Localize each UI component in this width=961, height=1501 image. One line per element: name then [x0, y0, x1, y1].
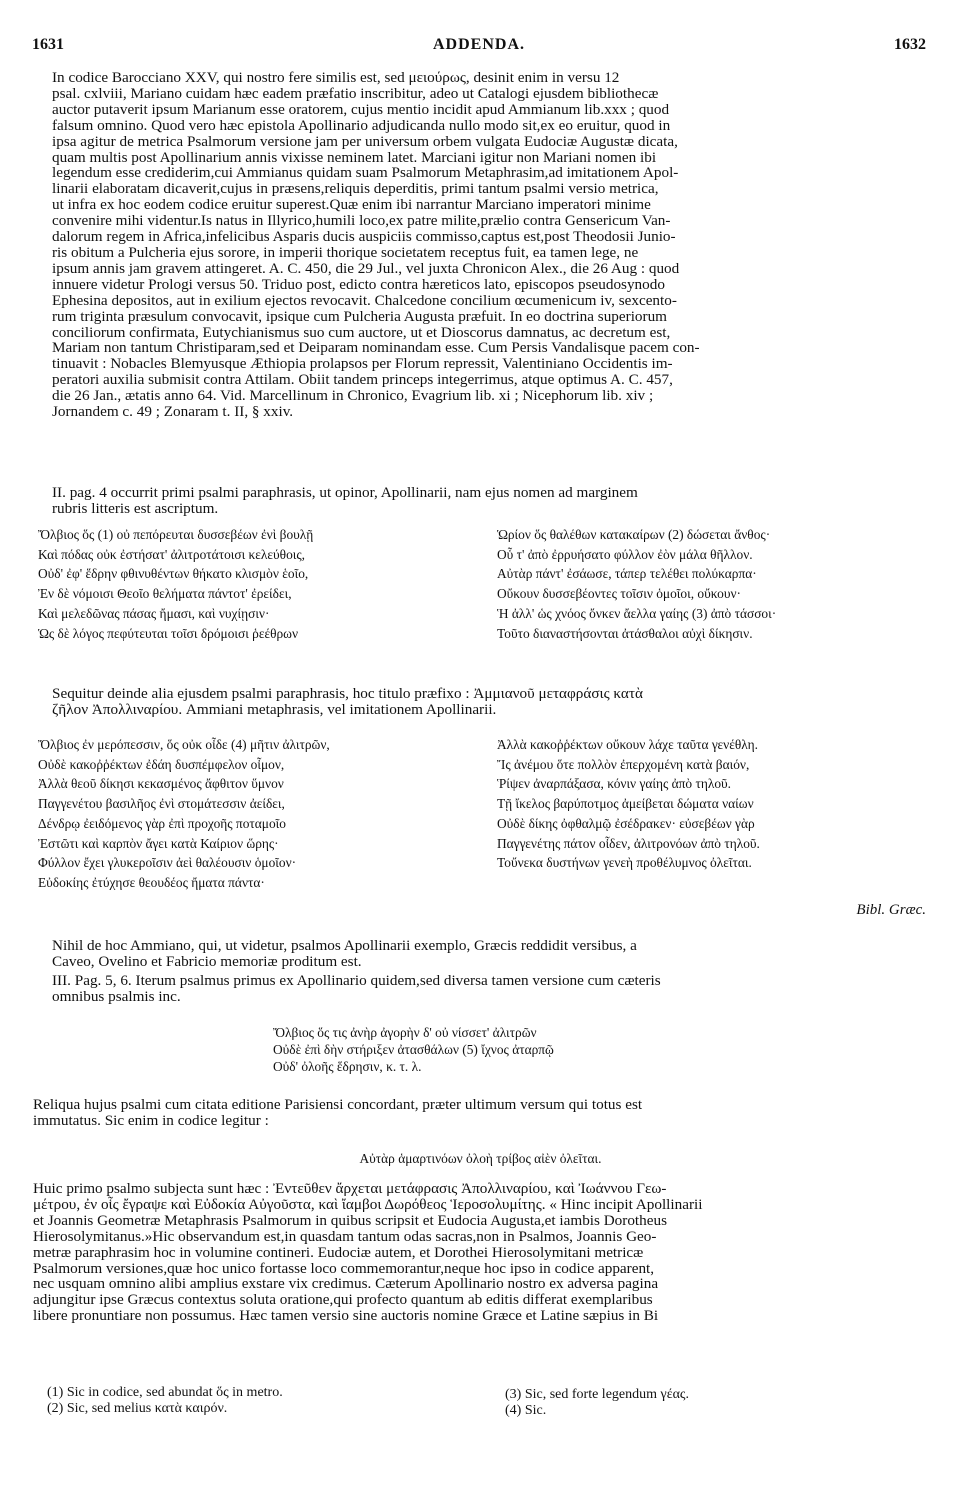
text-line: (1) Sic in codice, sed abundat ὅς in metro.	[47, 1385, 283, 1400]
text-line: Ἴς ἀνέμου ὅτε πολλὸν ἐπερχομένη κατὰ βαιόν,	[497, 756, 750, 772]
text-line: (4) Sic.	[505, 1403, 547, 1418]
text-line: Οὔκουν δυσσεβέοντες τοῖσιν ὁμοῖοι, οὔκουν·	[497, 586, 742, 602]
text-line: convenire mihi videntur.Is natus in Illyrico,humili loco,ex patre milite,prælio contra Gensericum Van-	[52, 212, 671, 230]
text-line: Δένδρῳ ἐειδόμενος γὰρ ἐπὶ προχοῆς ποταμοῖο	[38, 815, 286, 831]
text-line: Ὡς δὲ λόγος πεφύτευται τοῖσι δρόμοισι ῥεέθρων	[38, 625, 299, 641]
paragraph-6	[33, 1097, 926, 1129]
text-line: Ephesina depositos, aut in exilium ejectos revocavit. Chalcedone concilium œcumenicum iv, sexcento-	[52, 291, 677, 309]
text-line: Οὐδὲ κακοῤῥέκτων ἐδάη δυσπέμφελον οἶμον,	[38, 756, 285, 772]
text-line: rum triginta præsulum convocavit, ipsique cum Pulcheria Augusta præfuit. In eo doctrina superiorum	[52, 307, 667, 325]
text-line: linarii elaboratam dicaverit,cujus in præsens,reliquis deperditis, primi tantum psalmi versio metrica,	[52, 180, 659, 198]
paragraph-4	[52, 938, 926, 970]
text-line: legendum esse crediderim,cui Ammianus quidam suam Psalmorum Metaphrasim,ad imitationem Apol-	[52, 164, 679, 182]
text-line: Ἐστῶτι καὶ καρπὸν ἄγει κατὰ Καίριον ὥρης·	[38, 835, 279, 851]
text-line: Παγγενέτου βασιλῆος ἐνὶ στομάτεσσιν ἀείδει,	[38, 796, 285, 812]
text-line: Οὐδ' ὀλοῆς ἕδρησιν, κ. τ. λ.	[273, 1059, 422, 1074]
text-line: Οὐδὲ ἐπὶ δὴν στήριξεν ἀτασθάλων (5) ἴχνος ἀταρπῷ	[273, 1042, 554, 1057]
text-line: peratori auxilia submisit contra Attilam. Obiit tandem princeps integerrimus, atque optimus A. C. 457,	[52, 371, 673, 389]
text-line: et Joannis Geometræ Metaphrasis Psalmorum in quibus scripsit et Eudocia Augusta,et iambis Dorotheus	[33, 1211, 667, 1229]
text-line: Ὄλβιος ἐν μερόπεσσιν, ὅς οὐκ οἶδε (4) μῆτιν ἀλιτρῶν,	[38, 737, 330, 752]
text-line: Οὗ τ' ἀπὸ ἐρρυήσατο φύλλον ἐὸν μάλα θῆλλον.	[497, 546, 753, 562]
text-line: innuere videtur Prologi versus 50. Triduo post, edicto contra hæreticos lato, episcopos pseudosynodo	[52, 275, 665, 293]
text-line: psal. cxlviii, Mariano cuidam hæc eadem præfatio inscribitur, adeo ut Catalogi ejusdem bibliothecæ	[52, 84, 659, 102]
text-line: Caveo, Ovelino et Fabricio memoriæ proditum est.	[52, 952, 362, 970]
text-line: μέτρου, ἐν οἷς ἔγραψε καὶ Εὐδοκία Αὐγοῦστα, καὶ ἴαμβοι Δωρόθεος Ἱεροσολυμίτης. « Hinc incipit Apollinarii	[33, 1195, 703, 1213]
text-line: Οὐδὲ δίκης ὀφθαλμῷ ἐσέδρακεν· εὐσεβέων γὰρ	[497, 815, 755, 831]
text-line: Καὶ πόδας οὐκ ἐστήσατ' ἀλιτροτάτοισι κελεύθοις,	[38, 546, 306, 562]
paragraph-2	[52, 485, 926, 517]
text-line: ipsum annis jam gravem attingeret. A. C. 450, die 29 Jul., vel juxta Chronicon Alex., die 26 Aug : quod	[52, 259, 680, 277]
text-line: Τοὔνεκα δυστήνων γενεὴ προθέλυμνος ὀλεῖται.	[497, 855, 752, 871]
text-line: conciliorum confirmata, Eutychianismus suo cum auctore, ut et Dioscorus damnatus, ac decretum est,	[52, 323, 671, 341]
footnotes-left	[47, 1385, 487, 1417]
text-line: auctor putaverit ipsum Marianum esse oratorem, cujus mentio incidit apud Ammianum lib.xxx ; quod	[52, 100, 670, 118]
text-line: dalorum regem in Africa,infelicibus Asparis ducis auspiciis commisso,captus est,post Theodosii Junio-	[52, 228, 676, 246]
verse-block-2-right	[497, 735, 937, 873]
text-line: Ἀλλὰ κακοῤῥέκτων οὔκουν λάχε ταῦτα γενέθλη.	[497, 737, 758, 752]
text-line: In codice Barocciano XXV, qui nostro fere similis est, sed μειούρως, desinit enim in versu 12	[52, 69, 620, 86]
text-line: Mariam non tantum Christiparam,sed et Deiparam nominandam esse. Cum Persis Vandalisque pacem con-	[52, 339, 700, 357]
text-line: nec usquam omnino alibi amplius exstare vix credimus. Cæterum Apollinario nostro ex adversa pagina	[33, 1275, 659, 1293]
text-line: Reliqua hujus psalmi cum citata editione Parisiensi concordant, præter ultimum versum qui totus est	[33, 1096, 643, 1113]
text-line: libere pronuntiare non possumus. Hæc tamen versio sine auctoris nomine Græce et Latine sæpius in Bi	[33, 1307, 659, 1325]
text-line: tinuavit : Nobacles Blemyusque Æthiopia prolapsos per Florum repressit, Valentiniano Occidentis im-	[52, 355, 673, 373]
text-line: metræ paraphrasim hoc in volumine contineri. Eudociæ autem, et Dorothei Hierosolymitani metricæ	[33, 1243, 644, 1261]
paragraph-5	[52, 973, 926, 1005]
text-line: Ἡ ἀλλ' ὡς χνόος ὄνκεν ἄελλα γαίης (3) ἀπὸ τάσσοι·	[497, 605, 777, 621]
text-line: (3) Sic, sed forte legendum γέας.	[505, 1387, 689, 1402]
text-line: Παγγενέτης πάτον οἶδεν, ἀλιτρονόων ἀπὸ τηλοῦ.	[497, 835, 760, 851]
verse-block-1-left	[38, 525, 478, 643]
text-line: Psalmorum versiones,quæ hoc unico fortasse loco commemorantur,neque hoc ipso in codice apparent,	[33, 1259, 655, 1277]
right-page-number: 1632	[894, 36, 926, 53]
text-line: ris obitum a Pulcheria ejus sorore, in imperii thorique societatem receptus fuit, ea tamen lege, ne	[52, 243, 639, 261]
verse-block-1-right	[497, 525, 937, 643]
text-line: (2) Sic, sed melius κατὰ καιρόν.	[47, 1401, 228, 1416]
text-line: Ἐν δὲ νόμοισι Θεοῖο θελήματα πάντοτ' ἐρείδει,	[38, 586, 292, 602]
paragraph-1	[52, 70, 926, 420]
verse-line-4	[0, 1150, 961, 1167]
text-line: Αὐτὰρ πάντ' ἐσάωσε, τάπερ τελέθει πολύκαρπα·	[497, 566, 757, 582]
text-line: ζῆλον Ἀπολλιναρίου. Ammiani metaphrasis, vel imitationem Apollinarii.	[52, 700, 497, 718]
verse-line: Αὐτὰρ ἁμαρτινόων ὀλοὴ τρίβος αἰὲν ὀλεῖται.	[359, 1151, 602, 1166]
text-line: Φύλλον ἔχει γλυκεροῖσιν ἀεὶ θαλέουσιν ὁμοῖον·	[38, 855, 297, 871]
text-line: rubris litteris est ascriptum.	[52, 499, 219, 517]
text-line: adjungitur ipse Græcus contextus soluta oratione,qui profecto quantum ab editis differat exemplaribus	[33, 1291, 653, 1309]
footnotes-right	[505, 1387, 925, 1419]
left-page-number: 1631	[32, 36, 64, 53]
text-line: Sequitur deinde alia ejusdem psalmi paraphrasis, hoc titulo præfixo : Ἀμμιανοῦ μεταφράσις κατὰ	[52, 685, 643, 702]
text-line: Ῥίψεν ἀναρπάξασα, κόνιν γαίης ἀπὸ τηλοῦ.	[497, 776, 732, 792]
verse-block-3	[273, 1024, 773, 1075]
paragraph-7	[33, 1181, 926, 1324]
text-line: Τῇ ἴκελος βαρύποτμος ἀμείβεται δώματα ναίων	[497, 796, 754, 812]
text-line: falsum omnino. Quod vero hæc epistola Apollinario adjudicanda nullo modo sit,ex eo eruitur, quod in	[52, 116, 671, 134]
text-line: die 26 Jan., ætatis anno 64. Vid. Marcellinum in Chronico, Evagrium lib. xi ; Nicephorum lib. xiv ;	[52, 387, 654, 405]
text-line: Τοῦτο διαναστήσονται ἀτάσθαλοι αὐχὶ δίκησιν.	[497, 625, 753, 641]
text-line: III. Pag. 5, 6. Iterum psalmus primus ex Apollinario quidem,sed diversa tamen versione cum cæteris	[52, 972, 661, 989]
text-line: ipsa agitur de metrica Psalmorum versione jam per universum orbem vulgata Eudociæ Augustæ dicata,	[52, 132, 678, 150]
text-line: Καὶ μελεδῶνας πάσας ἤμασι, καὶ νυχίῃσιν·	[38, 605, 270, 621]
text-line: quam multis post Apollinarium annis vixisse neminem latet. Marciani igitur non Mariani nomen ibi	[52, 148, 657, 166]
text-line: Ὄλβιος ὅς (1) οὐ πεπόρευται δυσσεβέων ἐνὶ βουλῇ	[38, 527, 314, 542]
text-line: Εὐδοκίης ἐτύχησε θεουδέος ἤματα πάντα·	[38, 874, 265, 890]
text-line: Ὄλβιος ὅς τις ἀνὴρ ἀγορὴν δ' οὐ νίσσετ' ἀλιτρῶν	[273, 1025, 537, 1040]
verse-block-2-left	[38, 735, 478, 893]
text-line: Huic primo psalmo subjecta sunt hæc : Ἐντεῦθεν ἄρχεται μετάφρασις Ἀπολλιναρίου, καὶ Ἰωάννου Γεω-	[33, 1180, 667, 1197]
text-line: Nihil de hoc Ammiano, qui, ut videtur, psalmos Apollinarii exemplo, Græcis reddidit versibus, a	[52, 937, 637, 954]
text-line: omnibus psalmis inc.	[52, 987, 181, 1005]
text-line: II. pag. 4 occurrit primi psalmi paraphrasis, ut opinor, Apollinarii, nam ejus nomen ad marginem	[52, 484, 638, 501]
running-title: ADDENDA.	[433, 36, 525, 53]
paragraph-3	[52, 686, 926, 718]
text-line: immutatus. Sic enim in codice legitur :	[33, 1111, 269, 1129]
text-line: Ὡρίον ὅς θαλέθων κατακαίρων (2) δώσεται ἄνθος·	[497, 527, 771, 542]
text-line: ut infra ex hoc eodem codice eruitur superest.Quæ enim ibi narrantur Marciano imperatori minime	[52, 196, 651, 214]
text-line: Hierosolymitanus.»Hic observandum est,in quasdam tantum odas sacras,non in Psalmos, Joannis Geo-	[33, 1227, 657, 1245]
page-header	[32, 36, 926, 56]
text-line: Οὐδ' ἐφ' ἕδρην φθινυθέντων θήκατο κλισμὸν ἑοῖο,	[38, 566, 309, 582]
text-line: Ἀλλὰ θεοῦ δίκησι κεκασμένος ἄφθιτον ὕμνον	[38, 776, 284, 792]
signature: Bibl. Græc.	[856, 902, 926, 918]
text-line: Jornandem c. 49 ; Zonaram t. II, § xxiv.	[52, 403, 294, 421]
